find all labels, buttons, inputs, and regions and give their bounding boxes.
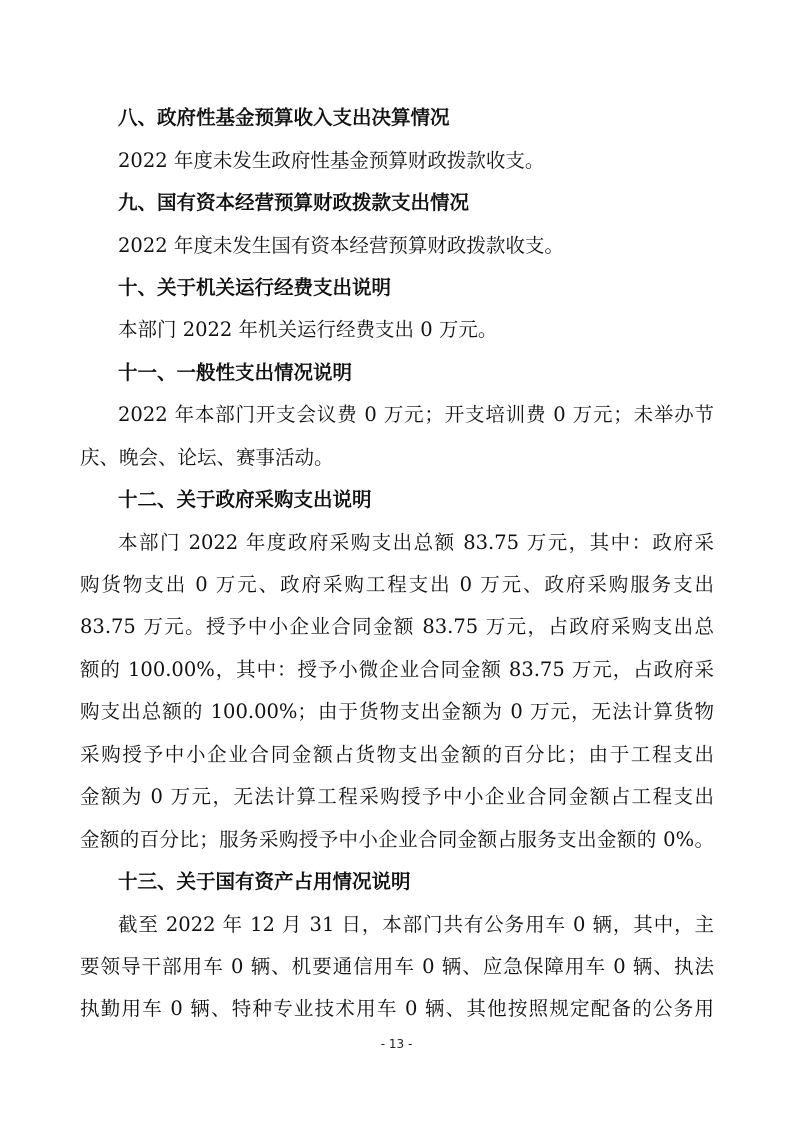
section-12-body-line: 本部门 2022 年度政府采购支出总额 83.75 万元，其中：政府采 xyxy=(118,531,714,554)
section-13-body-line: 截至 2022 年 12 月 31 日，本部门共有公务用车 0 辆，其中，主 xyxy=(118,913,714,936)
section-10-body: 本部门 2022 年机关运行经费支出 0 万元。 xyxy=(118,318,498,341)
page-number: - 13 - xyxy=(380,1037,413,1051)
section-12-body-line: 购货物支出 0 万元、政府采购工程支出 0 万元、政府采购服务支出 xyxy=(80,573,714,596)
section-12-body-line: 83.75 万元。授予中小企业合同金额 83.75 万元，占政府采购支出总 xyxy=(80,615,714,638)
section-12-body-line: 采购授予中小企业合同金额占货物支出金额的百分比；由于工程支出 xyxy=(80,743,714,766)
section-10-heading: 十、关于机关运行经费支出说明 xyxy=(118,276,392,299)
section-8-heading: 八、政府性基金预算收入支出决算情况 xyxy=(118,106,450,129)
section-12-body-line: 购支出总额的 100.00%；由于货物支出金额为 0 万元，无法计算货物 xyxy=(80,700,714,723)
section-13-body-line: 要领导干部用车 0 辆、机要通信用车 0 辆、应急保障用车 0 辆、执法 xyxy=(80,955,714,978)
section-9-heading: 九、国有资本经营预算财政拨款支出情况 xyxy=(118,191,470,214)
section-11-body-line: 庆、晚会、论坛、赛事活动。 xyxy=(80,446,334,469)
section-8-body: 2022 年度未发生政府性基金预算财政拨款收支。 xyxy=(118,149,545,172)
section-11-body-line: 2022 年本部门开支会议费 0 万元；开支培训费 0 万元；未举办节 xyxy=(118,403,714,426)
section-12-body-line: 金额的百分比；服务采购授予中小企业合同金额占服务支出金额的 0%。 xyxy=(80,828,714,851)
section-11-heading: 十一、一般性支出情况说明 xyxy=(118,361,353,384)
section-13-body-line: 执勤用车 0 辆、特种专业技术用车 0 辆、其他按照规定配备的公务用 xyxy=(80,997,714,1020)
section-12-body-line: 金额为 0 万元，无法计算工程采购授予中小企业合同金额占工程支出 xyxy=(80,785,714,808)
section-9-body: 2022 年度未发生国有资本经营预算财政拨款收支。 xyxy=(118,234,564,257)
section-12-body-line: 额的 100.00%，其中：授予小微企业合同金额 83.75 万元，占政府采 xyxy=(80,658,714,681)
section-12-heading: 十二、关于政府采购支出说明 xyxy=(118,488,372,511)
section-13-heading: 十三、关于国有资产占用情况说明 xyxy=(118,870,411,893)
